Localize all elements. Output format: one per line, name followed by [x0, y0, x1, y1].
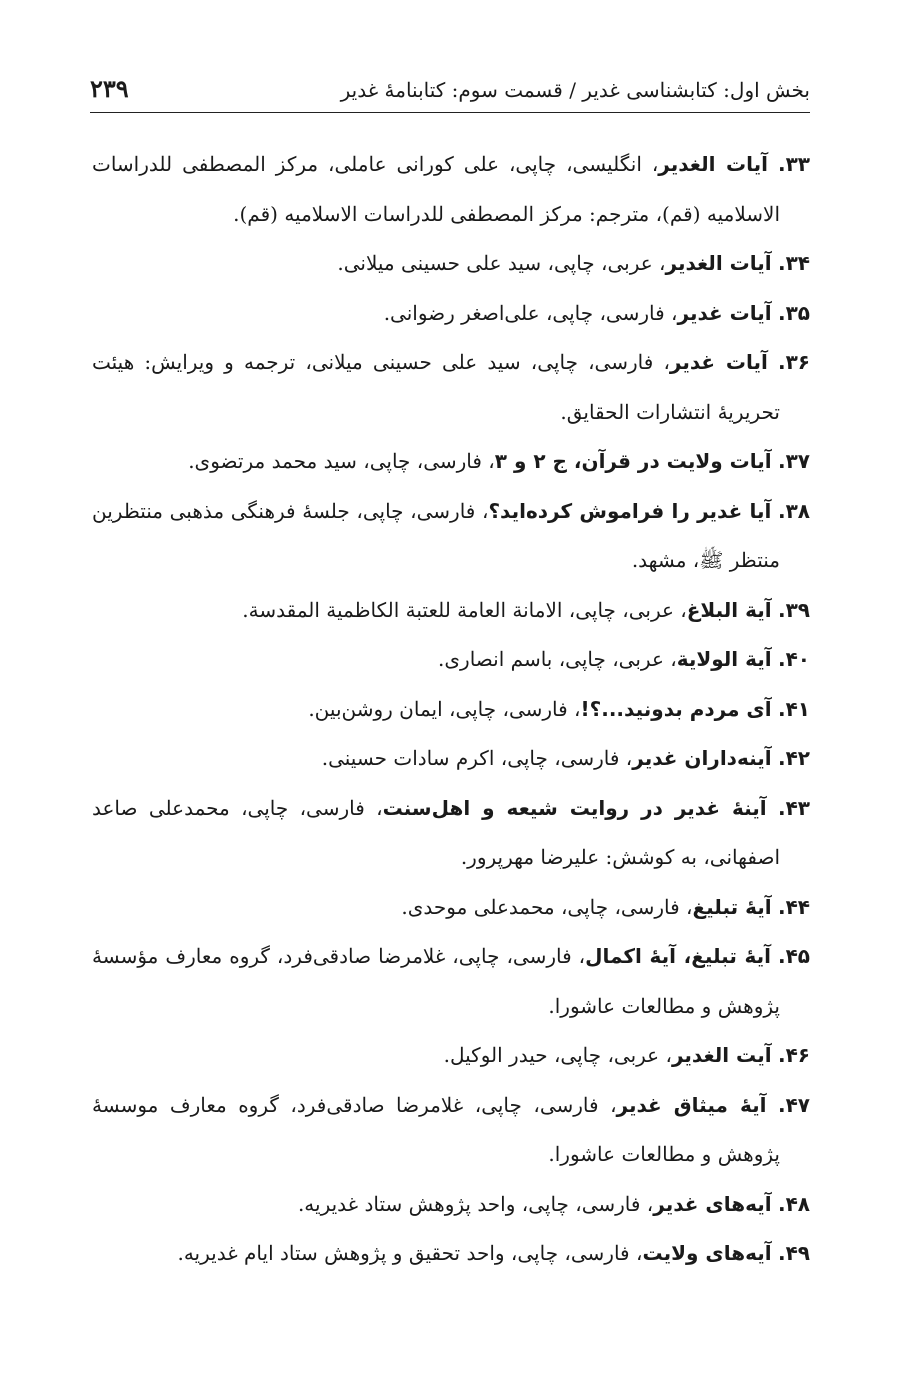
bibliography-entry	[92, 1180, 810, 1230]
entry-number: ۴۴.	[777, 894, 810, 919]
entry-details: ، فارسی، چاپی، سید علی حسینی میلانی، ترجمه و ویرایش: هیئت تحریریۀ انتشارات الحقایق.	[92, 350, 780, 424]
bibliography-entry	[92, 140, 810, 239]
bibliography-entry	[92, 784, 810, 883]
bibliography-entry	[92, 734, 810, 784]
entry-details: ، فارسی، چاپی، غلامرضا صادقی‌فرد، گروه معارف مؤسسۀ پژوهش و مطالعات عاشورا.	[92, 944, 780, 1018]
entry-details: ، فارسی، چاپی، واحد پژوهش ستاد غدیریه.	[297, 1191, 654, 1216]
entry-title: آیة البلاغ	[686, 597, 772, 622]
bibliography-entry	[92, 1081, 810, 1180]
entry-details: ، فارسی، چاپی، سید محمد مرتضوی.	[188, 449, 495, 473]
entry-details: ، عربی، چاپی، سید علی حسینی میلانی.	[337, 251, 666, 275]
bibliography-entry	[92, 685, 810, 735]
entry-details: ، فارسی، چاپی، غلامرضا صادقی‌فرد، گروه معارف موسسۀ پژوهش و مطالعات عاشورا.	[92, 1092, 780, 1166]
entry-details: ، فارسی، چاپی، محمدعلی موحدی.	[401, 894, 693, 919]
bibliography-entry	[92, 239, 810, 289]
bibliography-entry	[92, 487, 810, 586]
entry-details: ، انگلیسی، چاپی، علی کورانی عاملی، مرکز المصطفی للدراسات الاسلامیه (قم)، مترجم: مرکز المصطفی للدراسات الاسلامیه (قم).	[92, 152, 780, 226]
entry-number: ۴۰.	[777, 647, 810, 671]
entry-details: ، عربی، چاپی، حیدر الوکیل.	[443, 1043, 672, 1067]
entry-title: آیات غدیر	[677, 300, 772, 325]
entry-title: آیۀ تبلیغ، آیۀ اکمال	[585, 944, 771, 968]
entry-number: ۴۱.	[777, 696, 810, 721]
entry-number: ۴۸.	[777, 1191, 810, 1216]
entry-details: ، فارسی، چاپی، ایمان روشن‌بین.	[308, 696, 581, 721]
bibliography-list	[92, 140, 810, 1279]
bibliography-entry	[92, 1031, 810, 1081]
entry-number: ۴۷.	[777, 1092, 811, 1117]
entry-title: آینه‌داران غدیر	[632, 746, 772, 770]
entry-details: ، فارسی، چاپی، جلسۀ فرهنگی مذهبی منتظرین منتظر ﷺ، مشهد.	[92, 498, 780, 572]
bibliography-entry	[92, 586, 810, 636]
entry-number: ۴۵.	[777, 944, 811, 968]
entry-title: آیات غدیر	[669, 350, 768, 374]
entry-details: ، عربی، چاپی، الامانة العامة للعتبة الکاظمیة المقدسة.	[242, 597, 687, 622]
bibliography-entry	[92, 932, 810, 1031]
entry-title: آیات الغدیر	[665, 251, 772, 275]
entry-title: آیۀ میثاق غدیر	[616, 1092, 767, 1117]
entry-number: ۳۷.	[777, 449, 810, 473]
entry-number: ۳۳.	[777, 152, 810, 176]
entry-details: ، فارسی، چاپی، علی‌اصغر رضوانی.	[383, 300, 678, 325]
entry-details: ، فارسی، چاپی، محمدعلی صاعد اصفهانی، به کوشش: علیرضا مهرپرور.	[92, 795, 780, 869]
entry-details: ، عربی، چاپی، باسم انصاری.	[438, 647, 677, 671]
page-header	[90, 72, 810, 113]
entry-details: ، فارسی، چاپی، واحد تحقیق و پژوهش ستاد ایام غدیریه.	[177, 1241, 643, 1265]
bibliography-entry	[92, 289, 810, 339]
entry-title: آیۀ تبلیغ	[692, 894, 772, 919]
entry-title: آیات ولایت در قرآن، ج ۲ و ۳	[494, 449, 772, 473]
entry-title: آیه‌های غدیر	[653, 1191, 772, 1216]
entry-number: ۳۹.	[777, 597, 810, 622]
bibliography-entry	[92, 635, 810, 685]
entry-title: آیة الولایة	[676, 647, 772, 671]
entry-title: آیات الغدیر	[658, 152, 768, 176]
entry-number: ۳۴.	[777, 251, 810, 275]
entry-title: آیا غدیر را فراموش کرده‌اید؟	[488, 498, 772, 523]
entry-details: ، فارسی، چاپی، اکرم سادات حسینی.	[321, 746, 633, 770]
entry-number: ۳۶.	[777, 350, 811, 374]
entry-number: ۴۲.	[777, 746, 810, 770]
entry-number: ۳۸.	[777, 498, 810, 523]
entry-title: آی مردم بدونید...؟!	[580, 696, 772, 721]
entry-title: آینۀ غدیر در روایت شیعه و اهل‌سنت	[382, 795, 767, 820]
entry-title: آیه‌های ولایت	[642, 1241, 772, 1265]
entry-title: آیت الغدیر	[671, 1043, 772, 1067]
entry-number: ۳۵.	[777, 300, 810, 325]
bibliography-entry	[92, 883, 810, 933]
entry-number: ۴۶.	[777, 1043, 810, 1067]
entry-number: ۴۳.	[777, 795, 810, 820]
bibliography-entry	[92, 437, 810, 487]
entry-number: ۴۹.	[777, 1241, 810, 1265]
bibliography-entry	[92, 338, 810, 437]
page-number: ۲۳۹	[90, 74, 129, 103]
running-title: بخش اول: کتابشناسی غدیر / قسمت سوم: کتابنامۀ غدیر	[340, 78, 810, 102]
bibliography-entry	[92, 1229, 810, 1279]
